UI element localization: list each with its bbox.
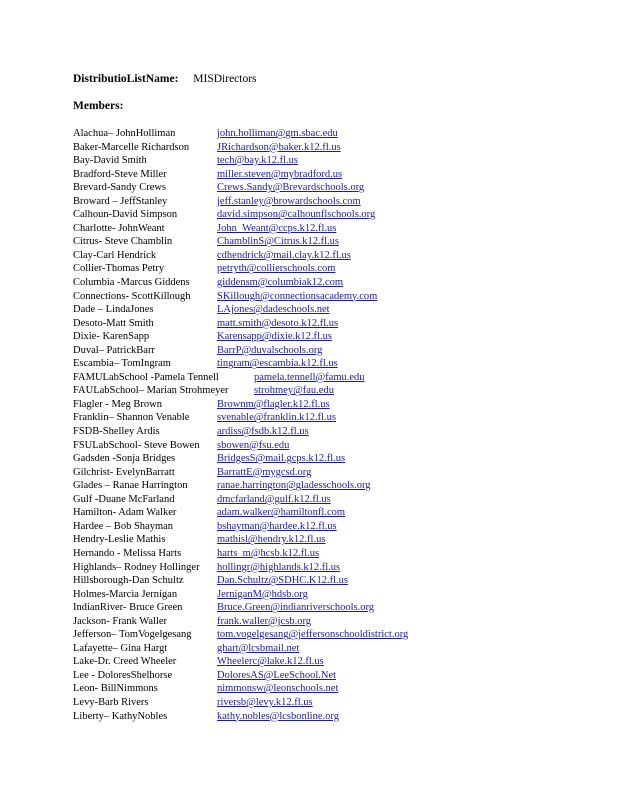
member-row <box>73 425 613 439</box>
member-name: FSULabSchool- Steve Bowen <box>73 439 200 451</box>
member-name: Gilchrist- EvelynBarratt <box>73 466 175 478</box>
member-email-link[interactable]: hollingr@highlands.k12.fl.us <box>217 561 341 573</box>
member-row <box>73 574 613 588</box>
member-row <box>73 411 613 425</box>
member-email-link[interactable]: JRichardson@baker.k12.fl.us <box>217 141 341 153</box>
member-email-link[interactable]: John_Weant@ccps.k12.fl.us <box>217 222 337 234</box>
member-email-link[interactable]: mathisl@hendry.k12.fl.us <box>217 534 326 546</box>
member-row <box>73 276 613 290</box>
member-name: Bay-David Smith <box>73 155 147 167</box>
member-row <box>73 127 613 141</box>
member-email-link[interactable]: BarrattE@mygcsd.org <box>217 466 312 478</box>
member-name: Jefferson– TomVogelgesang <box>73 629 192 641</box>
member-row <box>73 466 613 480</box>
member-name: Lee - DoloresShelhorse <box>73 669 173 681</box>
member-row <box>73 588 613 602</box>
member-name: Columbia -Marcus Giddens <box>73 277 190 289</box>
member-email-link[interactable]: Crews.Sandy@Brevardschools.org <box>217 182 365 194</box>
member-email-link[interactable]: JerniganM@hdsb.org <box>217 588 308 600</box>
member-email-link[interactable]: BridgesS@mail.gcps.k12.fl.us <box>217 453 346 465</box>
member-row <box>73 493 613 507</box>
member-row <box>73 533 613 547</box>
member-row <box>73 262 613 276</box>
member-email-link[interactable]: ghart@lcsbmail.net <box>217 642 300 654</box>
member-email-link[interactable]: pamela.tennell@famu.edu <box>254 371 365 383</box>
member-email-link[interactable]: ChamblinS@Citrus.k12.fl.us <box>217 236 339 248</box>
member-email-link[interactable]: BarrP@duvalschools.org <box>217 344 323 356</box>
member-name: Lafayette– Gina Hargt <box>73 642 168 654</box>
member-email-link[interactable]: svenable@franklin.k12.fl.us <box>217 412 337 424</box>
member-name: Charlotte- JohnWeant <box>73 222 165 234</box>
member-row <box>73 615 613 629</box>
members-heading: Members: <box>73 100 124 112</box>
member-row <box>73 249 613 263</box>
member-email-link[interactable]: petryth@collierschools.com <box>217 263 336 275</box>
member-row <box>73 181 613 195</box>
member-name: Duval– PatrickBarr <box>73 344 155 356</box>
member-row <box>73 642 613 656</box>
member-email-link[interactable]: DoloresAS@LeeSchool.Net <box>217 669 337 681</box>
member-row <box>73 290 613 304</box>
member-row <box>73 561 613 575</box>
member-name: Desoto-Matt Smith <box>73 317 154 329</box>
member-name: Brevard-Sandy Crews <box>73 182 167 194</box>
member-row <box>73 235 613 249</box>
member-email-link[interactable]: strohmey@fau.edu <box>254 385 334 397</box>
member-name: Escambia– TomIngram <box>73 358 171 370</box>
member-row <box>73 168 613 182</box>
members-list <box>73 127 613 723</box>
member-row <box>73 696 613 710</box>
member-name: FAULabSchool– Marian Strohmeyer <box>73 385 229 397</box>
member-row <box>73 506 613 520</box>
member-email-link[interactable]: Wheelerc@lake.k12.fl.us <box>217 656 324 668</box>
member-name: Franklin– Shannon Venable <box>73 412 190 424</box>
member-email-link[interactable]: ardiss@fsdb.k12.fl.us <box>217 426 309 438</box>
member-name: Leon- BillNimmons <box>73 683 158 695</box>
member-name: Gadsden -Sonja Bridges <box>73 453 176 465</box>
member-name: Dixie- KarenSapp <box>73 331 150 343</box>
member-email-link[interactable]: tom.vogelgesang@jeffersonschooldistrict.org <box>217 629 409 641</box>
member-name: Collier-Thomas Petry <box>73 263 165 275</box>
member-name: IndianRiver- Bruce Green <box>73 602 183 614</box>
member-row <box>73 371 613 385</box>
member-email-link[interactable]: sbowen@fsu.edu <box>217 439 290 451</box>
member-name: Hillsborough-Dan Schultz <box>73 575 184 587</box>
member-row <box>73 154 613 168</box>
member-name: Connections- ScottKillough <box>73 290 191 302</box>
member-row <box>73 439 613 453</box>
member-email-link[interactable]: bshayman@hardee.k12.fl.us <box>217 520 337 532</box>
member-name: FAMULabSchool -Pamela Tennell <box>73 371 219 383</box>
member-name: Hamilton- Adam Walker <box>73 507 177 519</box>
member-name: Highlands– Rodney Hollinger <box>73 561 200 573</box>
member-name: Flagler - Meg Brown <box>73 398 162 410</box>
member-row <box>73 520 613 534</box>
member-email-link[interactable]: matt.smith@desoto.k12.fl.us <box>217 317 339 329</box>
member-row <box>73 208 613 222</box>
member-email-link[interactable]: david.simpson@calhounflschools.org <box>217 209 376 221</box>
member-row <box>73 384 613 398</box>
member-email-link[interactable]: tech@bay.k12.fl.us <box>217 155 299 167</box>
member-email-link[interactable]: nimmonsw@leonschools.net <box>217 683 339 695</box>
member-name: FSDB-Shelley Ardis <box>73 426 160 438</box>
member-row <box>73 141 613 155</box>
member-email-link[interactable]: miller.steven@mybradford.us <box>217 168 343 180</box>
member-row <box>73 357 613 371</box>
member-name: Liberty– KathyNobles <box>73 710 168 722</box>
distribution-list-heading <box>73 73 257 85</box>
member-email-link[interactable]: Brownm@flagler.k12.fl.us <box>217 398 330 410</box>
member-row <box>73 398 613 412</box>
member-row <box>73 682 613 696</box>
member-row <box>73 303 613 317</box>
member-row <box>73 628 613 642</box>
member-row <box>73 222 613 236</box>
member-name: Glades – Ranae Harrington <box>73 480 188 492</box>
member-name: Alachua– JohnHolliman <box>73 128 176 139</box>
member-email-link[interactable]: tingram@escambia.k12.fl.us <box>217 358 338 370</box>
member-name: Baker-Marcelle Richardson <box>73 141 190 153</box>
member-email-link[interactable]: harts_m@hcsb.k12.fl.us <box>217 547 320 559</box>
member-row <box>73 452 613 466</box>
member-name: Dade – LindaJones <box>73 304 154 316</box>
member-row <box>73 655 613 669</box>
distribution-list-name: MISDirectors <box>193 73 257 85</box>
distribution-list-label: DistributioListName: <box>73 73 179 85</box>
member-email-link[interactable]: cdhendrick@mail.clay.k12.fl.us <box>217 249 351 261</box>
member-name: Clay-Carl Hendrick <box>73 249 157 261</box>
member-name: Calhoun-David Simpson <box>73 209 178 221</box>
member-row <box>73 330 613 344</box>
member-email-link[interactable]: Bruce.Green@indianriverschools.org <box>217 602 375 614</box>
member-name: Hernando - Melissa Harts <box>73 547 182 559</box>
member-row <box>73 317 613 331</box>
member-email-link[interactable]: john.holliman@gm.sbac.edu <box>217 128 338 139</box>
member-email-link[interactable]: adam.walker@hamiltonfl.com <box>217 507 346 519</box>
member-email-link[interactable]: Karensapp@dixie.k12.fl.us <box>217 331 332 343</box>
member-email-link[interactable]: riversb@levy.k12.fl.us <box>217 696 313 708</box>
member-email-link[interactable]: Dan.Schultz@SDHC.K12.fl.us <box>217 575 348 587</box>
member-name: Hendry-Leslie Mathis <box>73 534 166 546</box>
member-row <box>73 601 613 615</box>
member-name: Jackson- Frank Waller <box>73 615 168 627</box>
member-name: Levy-Barb Rivers <box>73 696 149 708</box>
member-name: Broward – JeffStanley <box>73 195 168 207</box>
member-row <box>73 669 613 683</box>
member-name: Holmes-Marcia Jernigan <box>73 588 178 600</box>
member-name: Gulf -Duane McFarland <box>73 493 175 505</box>
member-row <box>73 710 613 724</box>
member-email-link[interactable]: LAjones@dadeschools.net <box>217 304 330 316</box>
member-name: Hardee – Bob Shayman <box>73 520 174 532</box>
member-row <box>73 344 613 358</box>
member-name: Bradford-Steve Miller <box>73 168 167 180</box>
member-email-link[interactable]: ranae.harrington@gladesschools.org <box>217 480 371 492</box>
member-email-link[interactable]: kathy.nobles@lcsbonline.org <box>217 710 339 722</box>
member-name: Citrus- Steve Chamblin <box>73 236 173 248</box>
member-row <box>73 479 613 493</box>
member-row <box>73 547 613 561</box>
member-email-link[interactable]: frank.waller@jcsb.org <box>217 615 312 627</box>
member-email-link[interactable]: giddensm@columbiak12.com <box>217 277 344 289</box>
member-name: Lake-Dr. Creed Wheeler <box>73 656 177 668</box>
member-email-link[interactable]: jeff.stanley@browardschools.com <box>217 195 361 207</box>
member-email-link[interactable]: dmcfarland@gulf.k12.fl.us <box>217 493 331 505</box>
member-row <box>73 195 613 209</box>
member-email-link[interactable]: SKillough@connectionsacademy.com <box>217 290 378 302</box>
